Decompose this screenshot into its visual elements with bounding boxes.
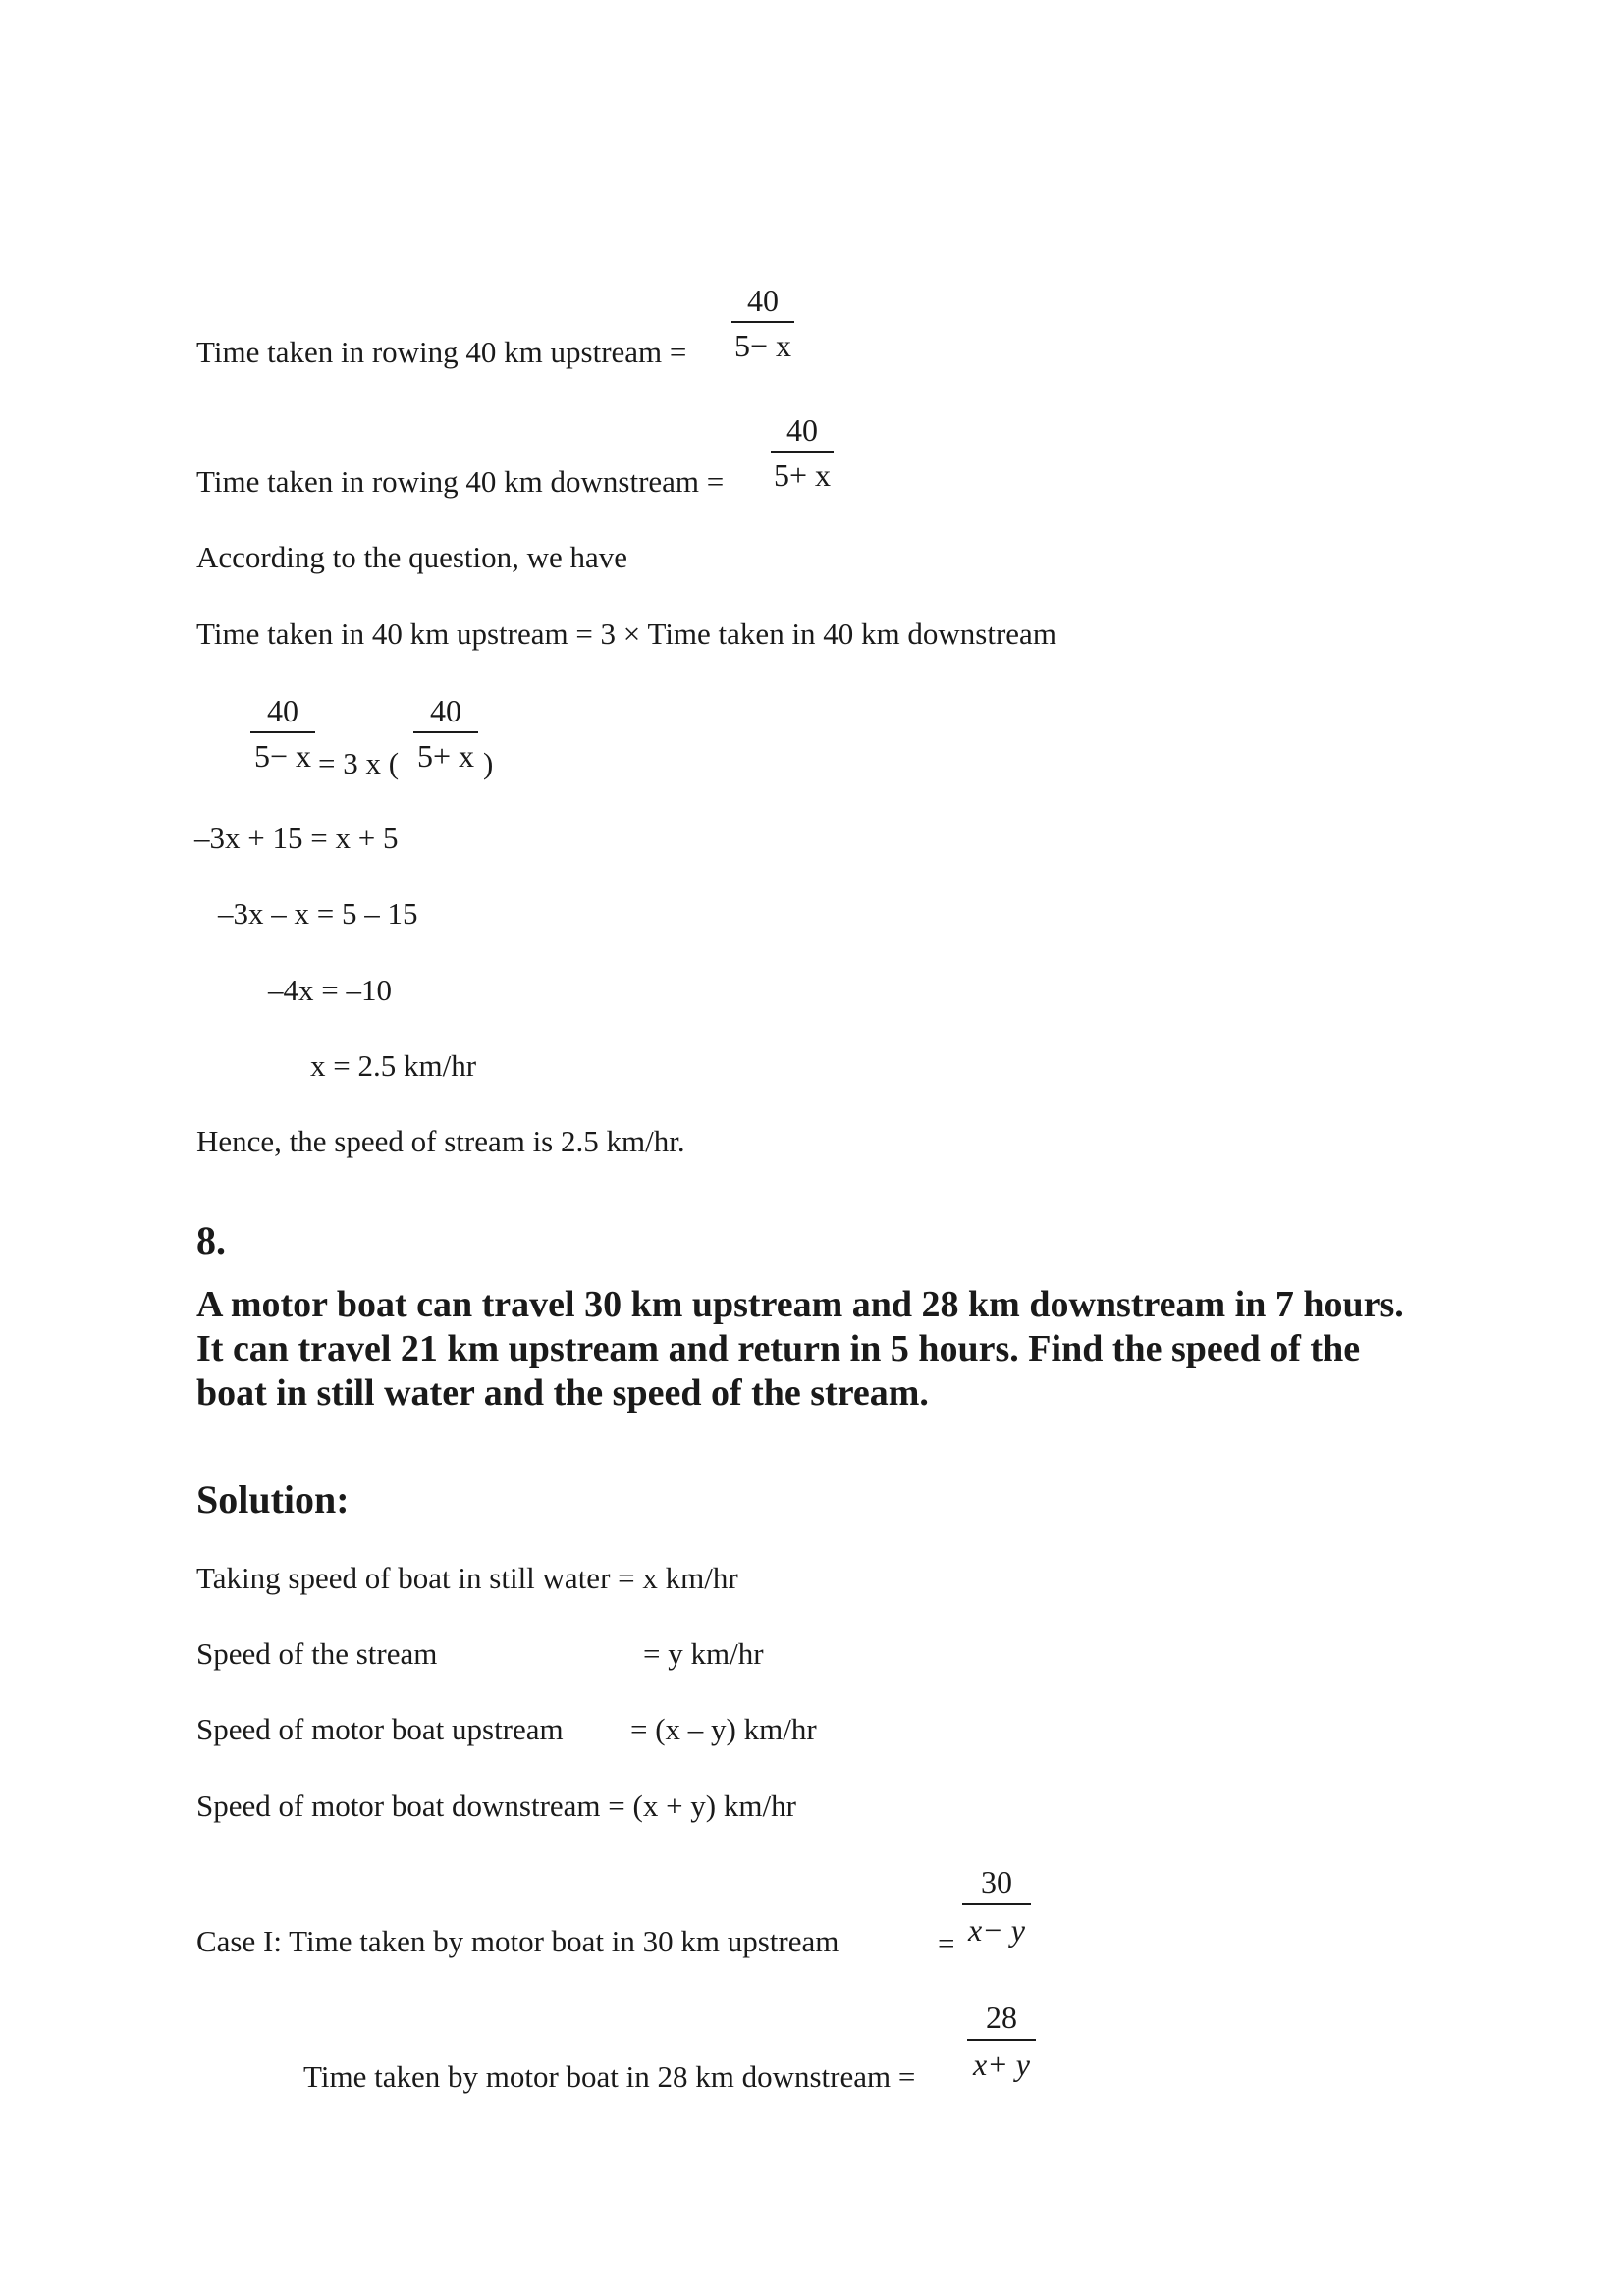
fraction-numerator: 30	[981, 1864, 1012, 1899]
eq-close: )	[483, 746, 494, 780]
question-text: A motor boat can travel 30 km upstream and 28 km downstream in 7 hours. It can travel 21 km upstream and return in 5 hours. Find the speed of the boat in still water and the speed of the stream.	[196, 1284, 1404, 1414]
eq-right-denominator: 5+ x	[416, 738, 475, 774]
fraction-bar	[250, 731, 315, 733]
eq-middle: = 3 x (	[318, 746, 400, 780]
conclusion: Hence, the speed of stream is 2.5 km/hr.	[196, 1124, 685, 1158]
question-number: 8.	[196, 1218, 226, 1262]
solution-line-3-value: = (x – y) km/hr	[630, 1712, 817, 1746]
solution-line-1: Taking speed of boat in still water = x km/hr	[196, 1561, 738, 1595]
fraction-numerator: 40	[786, 412, 818, 448]
eq-right-numerator: 40	[430, 693, 461, 728]
fraction-bar	[413, 731, 478, 733]
fraction-bar	[962, 1903, 1031, 1905]
fraction-denominator: 5− x	[733, 328, 792, 363]
fraction-bar	[771, 451, 834, 453]
according-line: According to the question, we have	[196, 540, 628, 574]
eq-left-numerator: 40	[267, 693, 298, 728]
step-4: x = 2.5 km/hr	[310, 1048, 477, 1083]
fraction-bar	[731, 321, 794, 323]
solution-line-4: Speed of motor boat downstream = (x + y) km/hr	[196, 1789, 796, 1823]
fraction-bar	[967, 2039, 1036, 2041]
step-3: –4x = –10	[268, 973, 392, 1007]
case1b-label: Time taken by motor boat in 28 km downstream =	[303, 2059, 916, 2094]
solution-line-2-label: Speed of the stream	[196, 1636, 438, 1671]
fraction-denominator: x+ y	[973, 2047, 1030, 2082]
fraction-numerator: 40	[747, 283, 779, 318]
solution-line-3-label: Speed of motor boat upstream	[196, 1712, 564, 1746]
fraction-denominator: 5+ x	[773, 457, 832, 493]
fraction-denominator: x− y	[968, 1912, 1025, 1948]
eq-left-denominator: 5− x	[253, 738, 312, 774]
downstream-time-label: Time taken in rowing 40 km downstream =	[196, 464, 725, 499]
relation-line: Time taken in 40 km upstream = 3 × Time taken in 40 km downstream	[196, 616, 1056, 651]
step-2: –3x – x = 5 – 15	[218, 896, 418, 931]
fraction-numerator: 28	[986, 2000, 1017, 2035]
solution-line-2-value: = y km/hr	[643, 1636, 764, 1671]
solution-heading: Solution:	[196, 1477, 350, 1522]
case1-label: Case I: Time taken by motor boat in 30 km upstream	[196, 1924, 839, 1958]
upstream-time-label: Time taken in rowing 40 km upstream =	[196, 335, 687, 369]
step-1: –3x + 15 = x + 5	[194, 821, 399, 855]
case1-equals: =	[938, 1926, 955, 1960]
